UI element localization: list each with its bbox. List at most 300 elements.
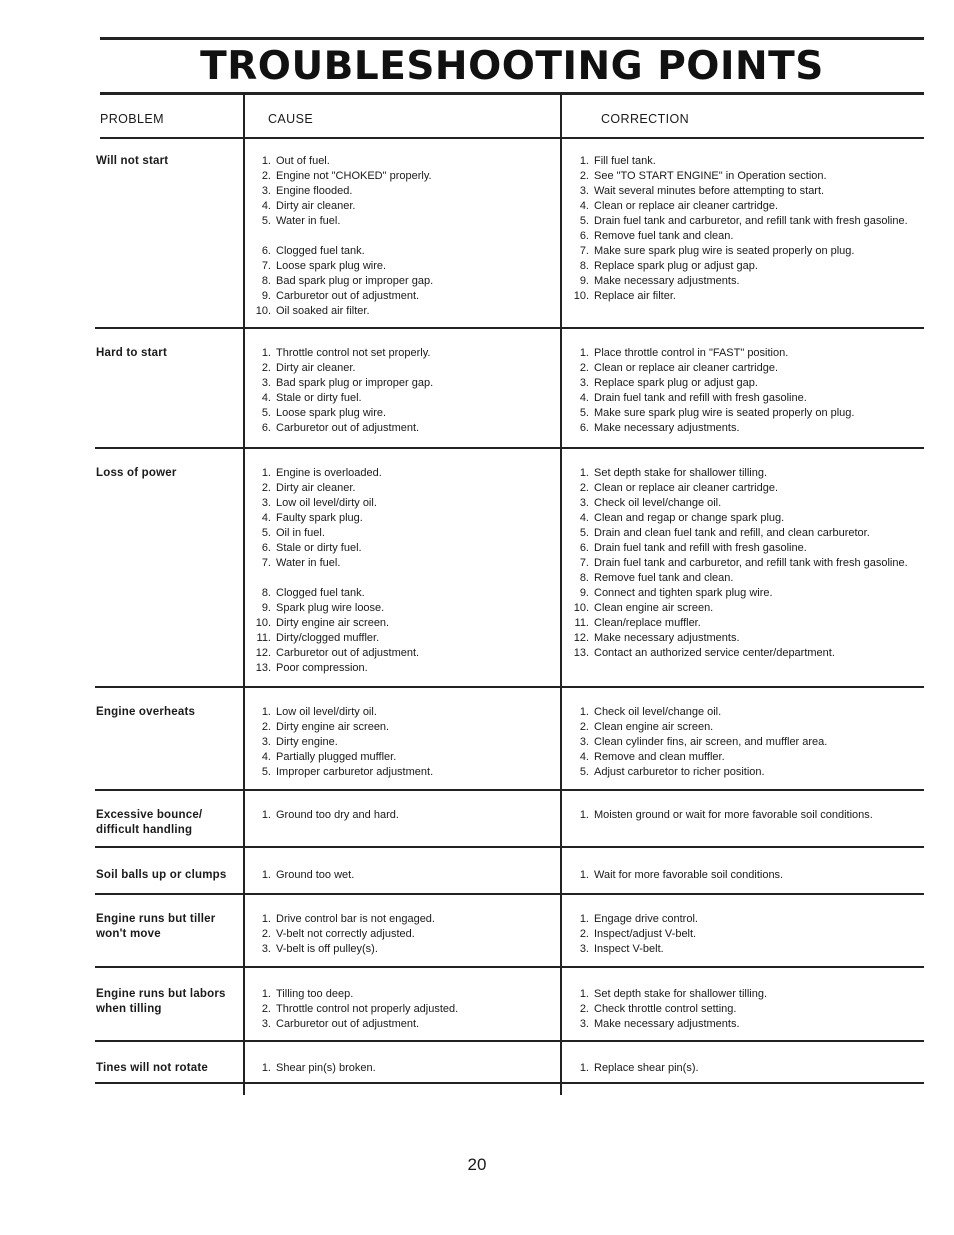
cause-list-item bbox=[247, 601, 547, 616]
cause-list-item bbox=[247, 616, 547, 631]
problem-label: Will not start bbox=[96, 155, 169, 167]
cause-list-item bbox=[247, 361, 547, 376]
page-number: 20 bbox=[467, 1155, 487, 1174]
item-number: 2. bbox=[261, 1003, 271, 1015]
item-text: Replace spark plug or adjust gap. bbox=[594, 260, 758, 272]
correction-list bbox=[565, 705, 915, 780]
item-text: Inspect/adjust V-belt. bbox=[594, 928, 697, 940]
item-number: 1. bbox=[579, 155, 589, 167]
item-number: 3. bbox=[261, 185, 271, 197]
item-text: Wait for more favorable soil conditions. bbox=[594, 869, 784, 881]
item-text: Dirty engine air screen. bbox=[276, 721, 390, 733]
item-text: Make sure spark plug wire is seated properly on plug. bbox=[594, 245, 855, 257]
item-number: 5. bbox=[261, 766, 271, 778]
correction-list-item bbox=[565, 705, 915, 720]
item-text: Clean/replace muffler. bbox=[594, 617, 701, 629]
cause-list bbox=[247, 1061, 547, 1076]
correction-list-item bbox=[565, 481, 915, 496]
item-number: 4. bbox=[261, 200, 271, 212]
cause-list-item bbox=[247, 927, 547, 942]
correction-list-item bbox=[565, 244, 915, 259]
correction-list-item bbox=[565, 808, 915, 823]
item-text: Fill fuel tank. bbox=[594, 155, 656, 167]
item-number: 6. bbox=[261, 245, 271, 257]
item-text: Drain fuel tank and carburetor, and refill tank with fresh gasoline. bbox=[594, 557, 908, 569]
item-text: Clean cylinder fins, air screen, and muffler area. bbox=[594, 736, 828, 748]
item-text: Out of fuel. bbox=[276, 155, 330, 167]
item-number: 9. bbox=[261, 602, 271, 614]
correction-list-item bbox=[565, 601, 915, 616]
cause-list bbox=[247, 868, 547, 883]
correction-list-item bbox=[565, 289, 915, 304]
cause-list bbox=[247, 912, 547, 957]
item-number: 3. bbox=[261, 1018, 271, 1030]
item-number: 10. bbox=[573, 602, 589, 614]
item-text: V-belt not correctly adjusted. bbox=[276, 928, 415, 940]
item-number: 6. bbox=[579, 422, 589, 434]
item-number: 3. bbox=[261, 377, 271, 389]
cause-list-item bbox=[247, 735, 547, 750]
item-number: 6. bbox=[261, 542, 271, 554]
cause-list-item bbox=[247, 154, 547, 169]
item-text: Replace spark plug or adjust gap. bbox=[594, 377, 758, 389]
item-text: Dirty engine. bbox=[276, 736, 338, 748]
item-text: Clogged fuel tank. bbox=[276, 245, 365, 257]
cause-list-item bbox=[247, 586, 547, 601]
title-rule bbox=[100, 92, 924, 95]
item-number: 9. bbox=[579, 275, 589, 287]
item-text: Remove and clean muffler. bbox=[594, 751, 725, 763]
cause-list bbox=[247, 808, 547, 823]
item-number: 13. bbox=[255, 662, 271, 674]
item-number: 4. bbox=[261, 392, 271, 404]
item-text: Replace shear pin(s). bbox=[594, 1062, 699, 1074]
item-number: 2. bbox=[579, 721, 589, 733]
item-number: 2. bbox=[261, 721, 271, 733]
cause-list-item bbox=[247, 346, 547, 361]
page-title: TROUBLESHOOTING POINTS bbox=[200, 44, 824, 89]
item-number: 13. bbox=[573, 647, 589, 659]
item-number: 2. bbox=[579, 928, 589, 940]
item-text: Check oil level/change oil. bbox=[594, 706, 722, 718]
item-number: 11. bbox=[574, 617, 589, 629]
correction-list-item bbox=[565, 1061, 915, 1076]
item-number: 6. bbox=[579, 542, 589, 554]
correction-list-item bbox=[565, 526, 915, 541]
item-number: 8. bbox=[579, 260, 589, 272]
item-number: 9. bbox=[261, 290, 271, 302]
cause-list-item bbox=[247, 259, 547, 274]
cause-list-item bbox=[247, 571, 547, 586]
cause-list-item bbox=[247, 511, 547, 526]
correction-list bbox=[565, 808, 915, 823]
item-text: V-belt is off pulley(s). bbox=[276, 943, 378, 955]
item-text: Dirty engine air screen. bbox=[276, 617, 390, 629]
item-text: Make necessary adjustments. bbox=[594, 1018, 740, 1030]
item-text: Drain fuel tank and carburetor, and refill tank with fresh gasoline. bbox=[594, 215, 908, 227]
correction-list-item bbox=[565, 750, 915, 765]
correction-list-item bbox=[565, 942, 915, 957]
item-number: 1. bbox=[261, 706, 271, 718]
cause-list-item bbox=[247, 229, 547, 244]
item-text: Stale or dirty fuel. bbox=[276, 542, 362, 554]
item-number: 7. bbox=[579, 557, 589, 569]
item-text: Drain fuel tank and refill with fresh gasoline. bbox=[594, 542, 807, 554]
item-text: Poor compression. bbox=[276, 662, 368, 674]
item-text: Engine is overloaded. bbox=[276, 467, 382, 479]
cause-list-item bbox=[247, 631, 547, 646]
item-text: Carburetor out of adjustment. bbox=[276, 422, 420, 434]
cause-list-item bbox=[247, 765, 547, 780]
item-number: 2. bbox=[579, 170, 589, 182]
item-number: 5. bbox=[579, 527, 589, 539]
item-number: 5. bbox=[579, 215, 589, 227]
correction-list-item bbox=[565, 466, 915, 481]
item-text: Inspect V-belt. bbox=[594, 943, 664, 955]
item-number: 4. bbox=[579, 200, 589, 212]
item-number: 5. bbox=[261, 407, 271, 419]
item-text: Tilling too deep. bbox=[276, 988, 354, 1000]
item-text: Clean engine air screen. bbox=[594, 721, 714, 733]
item-text: Clean or replace air cleaner cartridge. bbox=[594, 362, 779, 374]
item-number bbox=[247, 571, 271, 586]
item-number: 3. bbox=[579, 943, 589, 955]
correction-list-item bbox=[565, 646, 915, 661]
item-text: Ground too wet. bbox=[276, 869, 355, 881]
cause-list bbox=[247, 466, 547, 676]
item-text: Wait several minutes before attempting to start. bbox=[594, 185, 825, 197]
cause-list-item bbox=[247, 868, 547, 883]
item-text: Make necessary adjustments. bbox=[594, 275, 740, 287]
item-text: Water in fuel. bbox=[276, 557, 341, 569]
problem-label: Engine overheats bbox=[96, 706, 196, 718]
item-number: 1. bbox=[261, 869, 271, 881]
item-number: 6. bbox=[579, 230, 589, 242]
item-text: Carburetor out of adjustment. bbox=[276, 647, 420, 659]
cause-list-item bbox=[247, 199, 547, 214]
item-number: 4. bbox=[261, 512, 271, 524]
item-text: Make necessary adjustments. bbox=[594, 632, 740, 644]
item-text: Make necessary adjustments. bbox=[594, 422, 740, 434]
item-number bbox=[247, 229, 271, 244]
item-text bbox=[276, 571, 547, 586]
correction-list-item bbox=[565, 571, 915, 586]
correction-list-item bbox=[565, 496, 915, 511]
item-number: 2. bbox=[261, 362, 271, 374]
correction-list-item bbox=[565, 912, 915, 927]
item-number: 3. bbox=[579, 736, 589, 748]
correction-list-item bbox=[565, 421, 915, 436]
row-separator bbox=[95, 447, 924, 449]
cause-list-item bbox=[247, 661, 547, 676]
cause-list-item bbox=[247, 1017, 547, 1032]
item-number: 1. bbox=[261, 347, 271, 359]
item-text: Check throttle control setting. bbox=[594, 1003, 737, 1015]
correction-list-item bbox=[565, 214, 915, 229]
item-text: Clean or replace air cleaner cartridge. bbox=[594, 200, 779, 212]
correction-list-item bbox=[565, 1017, 915, 1032]
problem-label: Excessive bounce/ difficult handling bbox=[96, 809, 203, 836]
problem-label: Engine runs but labors when tilling bbox=[96, 988, 226, 1015]
correction-list-item bbox=[565, 169, 915, 184]
correction-list bbox=[565, 466, 915, 661]
column-divider-right bbox=[560, 95, 562, 1095]
correction-list-item bbox=[565, 927, 915, 942]
item-number: 4. bbox=[261, 751, 271, 763]
cause-list-item bbox=[247, 526, 547, 541]
cause-list bbox=[247, 987, 547, 1032]
item-number: 1. bbox=[261, 1062, 271, 1074]
item-number: 1. bbox=[579, 809, 589, 821]
header-problem: PROBLEM bbox=[100, 112, 164, 126]
item-number: 4. bbox=[579, 751, 589, 763]
item-number: 10. bbox=[255, 617, 271, 629]
item-number: 11. bbox=[256, 632, 271, 644]
problem-label: Engine runs but tiller won't move bbox=[96, 913, 216, 940]
cause-list-item bbox=[247, 376, 547, 391]
item-text bbox=[276, 229, 547, 244]
correction-list-item bbox=[565, 346, 915, 361]
item-number: 10. bbox=[573, 290, 589, 302]
item-number: 1. bbox=[261, 913, 271, 925]
item-text: Drain fuel tank and refill with fresh gasoline. bbox=[594, 392, 807, 404]
correction-list-item bbox=[565, 154, 915, 169]
cause-list-item bbox=[247, 541, 547, 556]
item-text: Set depth stake for shallower tilling. bbox=[594, 988, 768, 1000]
item-text: Replace air filter. bbox=[594, 290, 676, 302]
top-rule bbox=[100, 37, 924, 40]
header-rule bbox=[100, 137, 924, 139]
item-text: Place throttle control in "FAST" position. bbox=[594, 347, 789, 359]
item-number: 2. bbox=[261, 928, 271, 940]
correction-list-item bbox=[565, 556, 915, 571]
row-separator bbox=[95, 846, 924, 848]
row-separator bbox=[95, 966, 924, 968]
item-text: Dirty air cleaner. bbox=[276, 362, 356, 374]
item-text: Dirty/clogged muffler. bbox=[276, 632, 380, 644]
item-number: 2. bbox=[261, 170, 271, 182]
cause-list-item bbox=[247, 214, 547, 229]
item-number: 8. bbox=[261, 587, 271, 599]
item-text: Clogged fuel tank. bbox=[276, 587, 365, 599]
correction-list-item bbox=[565, 1002, 915, 1017]
item-text: Engage drive control. bbox=[594, 913, 698, 925]
cause-list-item bbox=[247, 720, 547, 735]
item-text: Adjust carburetor to richer position. bbox=[594, 766, 765, 778]
cause-list bbox=[247, 705, 547, 780]
item-text: Faulty spark plug. bbox=[276, 512, 363, 524]
cause-list-item bbox=[247, 646, 547, 661]
item-number: 3. bbox=[261, 497, 271, 509]
row-separator bbox=[95, 789, 924, 791]
correction-list-item bbox=[565, 391, 915, 406]
item-text: Loose spark plug wire. bbox=[276, 407, 387, 419]
item-text: Carburetor out of adjustment. bbox=[276, 290, 420, 302]
item-number: 1. bbox=[579, 1062, 589, 1074]
cause-list-item bbox=[247, 169, 547, 184]
item-text: Ground too dry and hard. bbox=[276, 809, 399, 821]
header-correction: CORRECTION bbox=[601, 112, 690, 126]
cause-list-item bbox=[247, 705, 547, 720]
item-number: 1. bbox=[579, 988, 589, 1000]
cause-list-item bbox=[247, 750, 547, 765]
item-number: 1. bbox=[579, 913, 589, 925]
item-number: 9. bbox=[579, 587, 589, 599]
item-text: Partially plugged muffler. bbox=[276, 751, 397, 763]
item-number: 3. bbox=[261, 736, 271, 748]
item-number: 7. bbox=[261, 557, 271, 569]
item-number: 1. bbox=[261, 155, 271, 167]
item-text: Throttle control not properly adjusted. bbox=[276, 1003, 459, 1015]
item-text: Improper carburetor adjustment. bbox=[276, 766, 434, 778]
correction-list-item bbox=[565, 541, 915, 556]
cause-list-item bbox=[247, 808, 547, 823]
correction-list-item bbox=[565, 259, 915, 274]
cause-list-item bbox=[247, 274, 547, 289]
item-text: Bad spark plug or improper gap. bbox=[276, 275, 434, 287]
problem-label: Tines will not rotate bbox=[96, 1062, 208, 1074]
cause-list-item bbox=[247, 466, 547, 481]
item-number: 1. bbox=[579, 347, 589, 359]
correction-list-item bbox=[565, 586, 915, 601]
item-number: 2. bbox=[579, 1003, 589, 1015]
row-separator bbox=[95, 1082, 924, 1084]
item-text: Oil soaked air filter. bbox=[276, 305, 370, 317]
cause-list bbox=[247, 154, 547, 319]
item-text: Carburetor out of adjustment. bbox=[276, 1018, 420, 1030]
header-cause: CAUSE bbox=[268, 112, 314, 126]
item-text: Remove fuel tank and clean. bbox=[594, 572, 734, 584]
correction-list bbox=[565, 912, 915, 957]
problem-label: Hard to start bbox=[96, 347, 167, 359]
correction-list-item bbox=[565, 406, 915, 421]
item-number: 12. bbox=[573, 632, 589, 644]
item-text: Throttle control not set properly. bbox=[276, 347, 431, 359]
item-text: Make sure spark plug wire is seated properly on plug. bbox=[594, 407, 855, 419]
item-number: 3. bbox=[579, 185, 589, 197]
item-text: Engine flooded. bbox=[276, 185, 353, 197]
correction-list bbox=[565, 154, 915, 304]
cause-list-item bbox=[247, 1002, 547, 1017]
cause-list-item bbox=[247, 184, 547, 199]
correction-list bbox=[565, 987, 915, 1032]
item-text: Drive control bar is not engaged. bbox=[276, 913, 435, 925]
item-number: 4. bbox=[579, 512, 589, 524]
row-separator bbox=[95, 686, 924, 688]
item-number: 1. bbox=[261, 809, 271, 821]
item-number: 8. bbox=[261, 275, 271, 287]
correction-list-item bbox=[565, 735, 915, 750]
item-text: Low oil level/dirty oil. bbox=[276, 706, 377, 718]
cause-list bbox=[247, 346, 547, 436]
item-number: 7. bbox=[261, 260, 271, 272]
item-number: 1. bbox=[261, 988, 271, 1000]
item-text: Engine not "CHOKED" properly. bbox=[276, 170, 432, 182]
correction-list-item bbox=[565, 631, 915, 646]
correction-list-item bbox=[565, 199, 915, 214]
item-text: Spark plug wire loose. bbox=[276, 602, 385, 614]
item-text: Loose spark plug wire. bbox=[276, 260, 387, 272]
item-number: 3. bbox=[579, 1018, 589, 1030]
item-number: 2. bbox=[579, 362, 589, 374]
correction-list-item bbox=[565, 987, 915, 1002]
cause-list-item bbox=[247, 556, 547, 571]
item-text: Bad spark plug or improper gap. bbox=[276, 377, 434, 389]
item-number: 7. bbox=[579, 245, 589, 257]
cause-list-item bbox=[247, 496, 547, 511]
cause-list-item bbox=[247, 1061, 547, 1076]
item-text: Stale or dirty fuel. bbox=[276, 392, 362, 404]
row-separator bbox=[95, 1040, 924, 1042]
item-text: Set depth stake for shallower tilling. bbox=[594, 467, 768, 479]
item-text: Remove fuel tank and clean. bbox=[594, 230, 734, 242]
correction-list bbox=[565, 868, 915, 883]
correction-list-item bbox=[565, 765, 915, 780]
item-text: Clean and regap or change spark plug. bbox=[594, 512, 785, 524]
correction-list-item bbox=[565, 229, 915, 244]
cause-list-item bbox=[247, 942, 547, 957]
cause-list-item bbox=[247, 304, 547, 319]
column-divider-left bbox=[243, 95, 245, 1095]
item-text: Dirty air cleaner. bbox=[276, 482, 356, 494]
correction-list-item bbox=[565, 184, 915, 199]
item-number: 12. bbox=[255, 647, 271, 659]
cause-list-item bbox=[247, 244, 547, 259]
correction-list-item bbox=[565, 868, 915, 883]
cause-list-item bbox=[247, 481, 547, 496]
item-number: 2. bbox=[579, 482, 589, 494]
cause-list-item bbox=[247, 391, 547, 406]
item-text: Moisten ground or wait for more favorable soil conditions. bbox=[594, 809, 873, 821]
row-separator bbox=[95, 327, 924, 329]
item-number: 10. bbox=[255, 305, 271, 317]
item-number: 3. bbox=[579, 377, 589, 389]
item-number: 6. bbox=[261, 422, 271, 434]
item-text: Clean or replace air cleaner cartridge. bbox=[594, 482, 779, 494]
correction-list-item bbox=[565, 511, 915, 526]
item-number: 5. bbox=[261, 527, 271, 539]
item-text: Oil in fuel. bbox=[276, 527, 325, 539]
correction-list-item bbox=[565, 376, 915, 391]
item-number: 5. bbox=[261, 215, 271, 227]
cause-list-item bbox=[247, 406, 547, 421]
item-number: 1. bbox=[579, 467, 589, 479]
item-text: Contact an authorized service center/department. bbox=[594, 647, 835, 659]
item-text: Dirty air cleaner. bbox=[276, 200, 356, 212]
item-text: Water in fuel. bbox=[276, 215, 341, 227]
correction-list-item bbox=[565, 274, 915, 289]
item-number: 3. bbox=[261, 943, 271, 955]
item-number: 5. bbox=[579, 407, 589, 419]
cause-list-item bbox=[247, 421, 547, 436]
item-number: 1. bbox=[261, 467, 271, 479]
item-text: Low oil level/dirty oil. bbox=[276, 497, 377, 509]
item-text: Connect and tighten spark plug wire. bbox=[594, 587, 773, 599]
row-separator bbox=[95, 893, 924, 895]
item-text: Clean engine air screen. bbox=[594, 602, 714, 614]
item-number: 3. bbox=[579, 497, 589, 509]
problem-label: Soil balls up or clumps bbox=[96, 869, 227, 881]
correction-list-item bbox=[565, 361, 915, 376]
item-text: See "TO START ENGINE" in Operation section. bbox=[594, 170, 827, 182]
item-number: 5. bbox=[579, 766, 589, 778]
correction-list-item bbox=[565, 616, 915, 631]
cause-list-item bbox=[247, 912, 547, 927]
item-number: 1. bbox=[579, 869, 589, 881]
correction-list-item bbox=[565, 720, 915, 735]
cause-list-item bbox=[247, 987, 547, 1002]
item-number: 1. bbox=[579, 706, 589, 718]
